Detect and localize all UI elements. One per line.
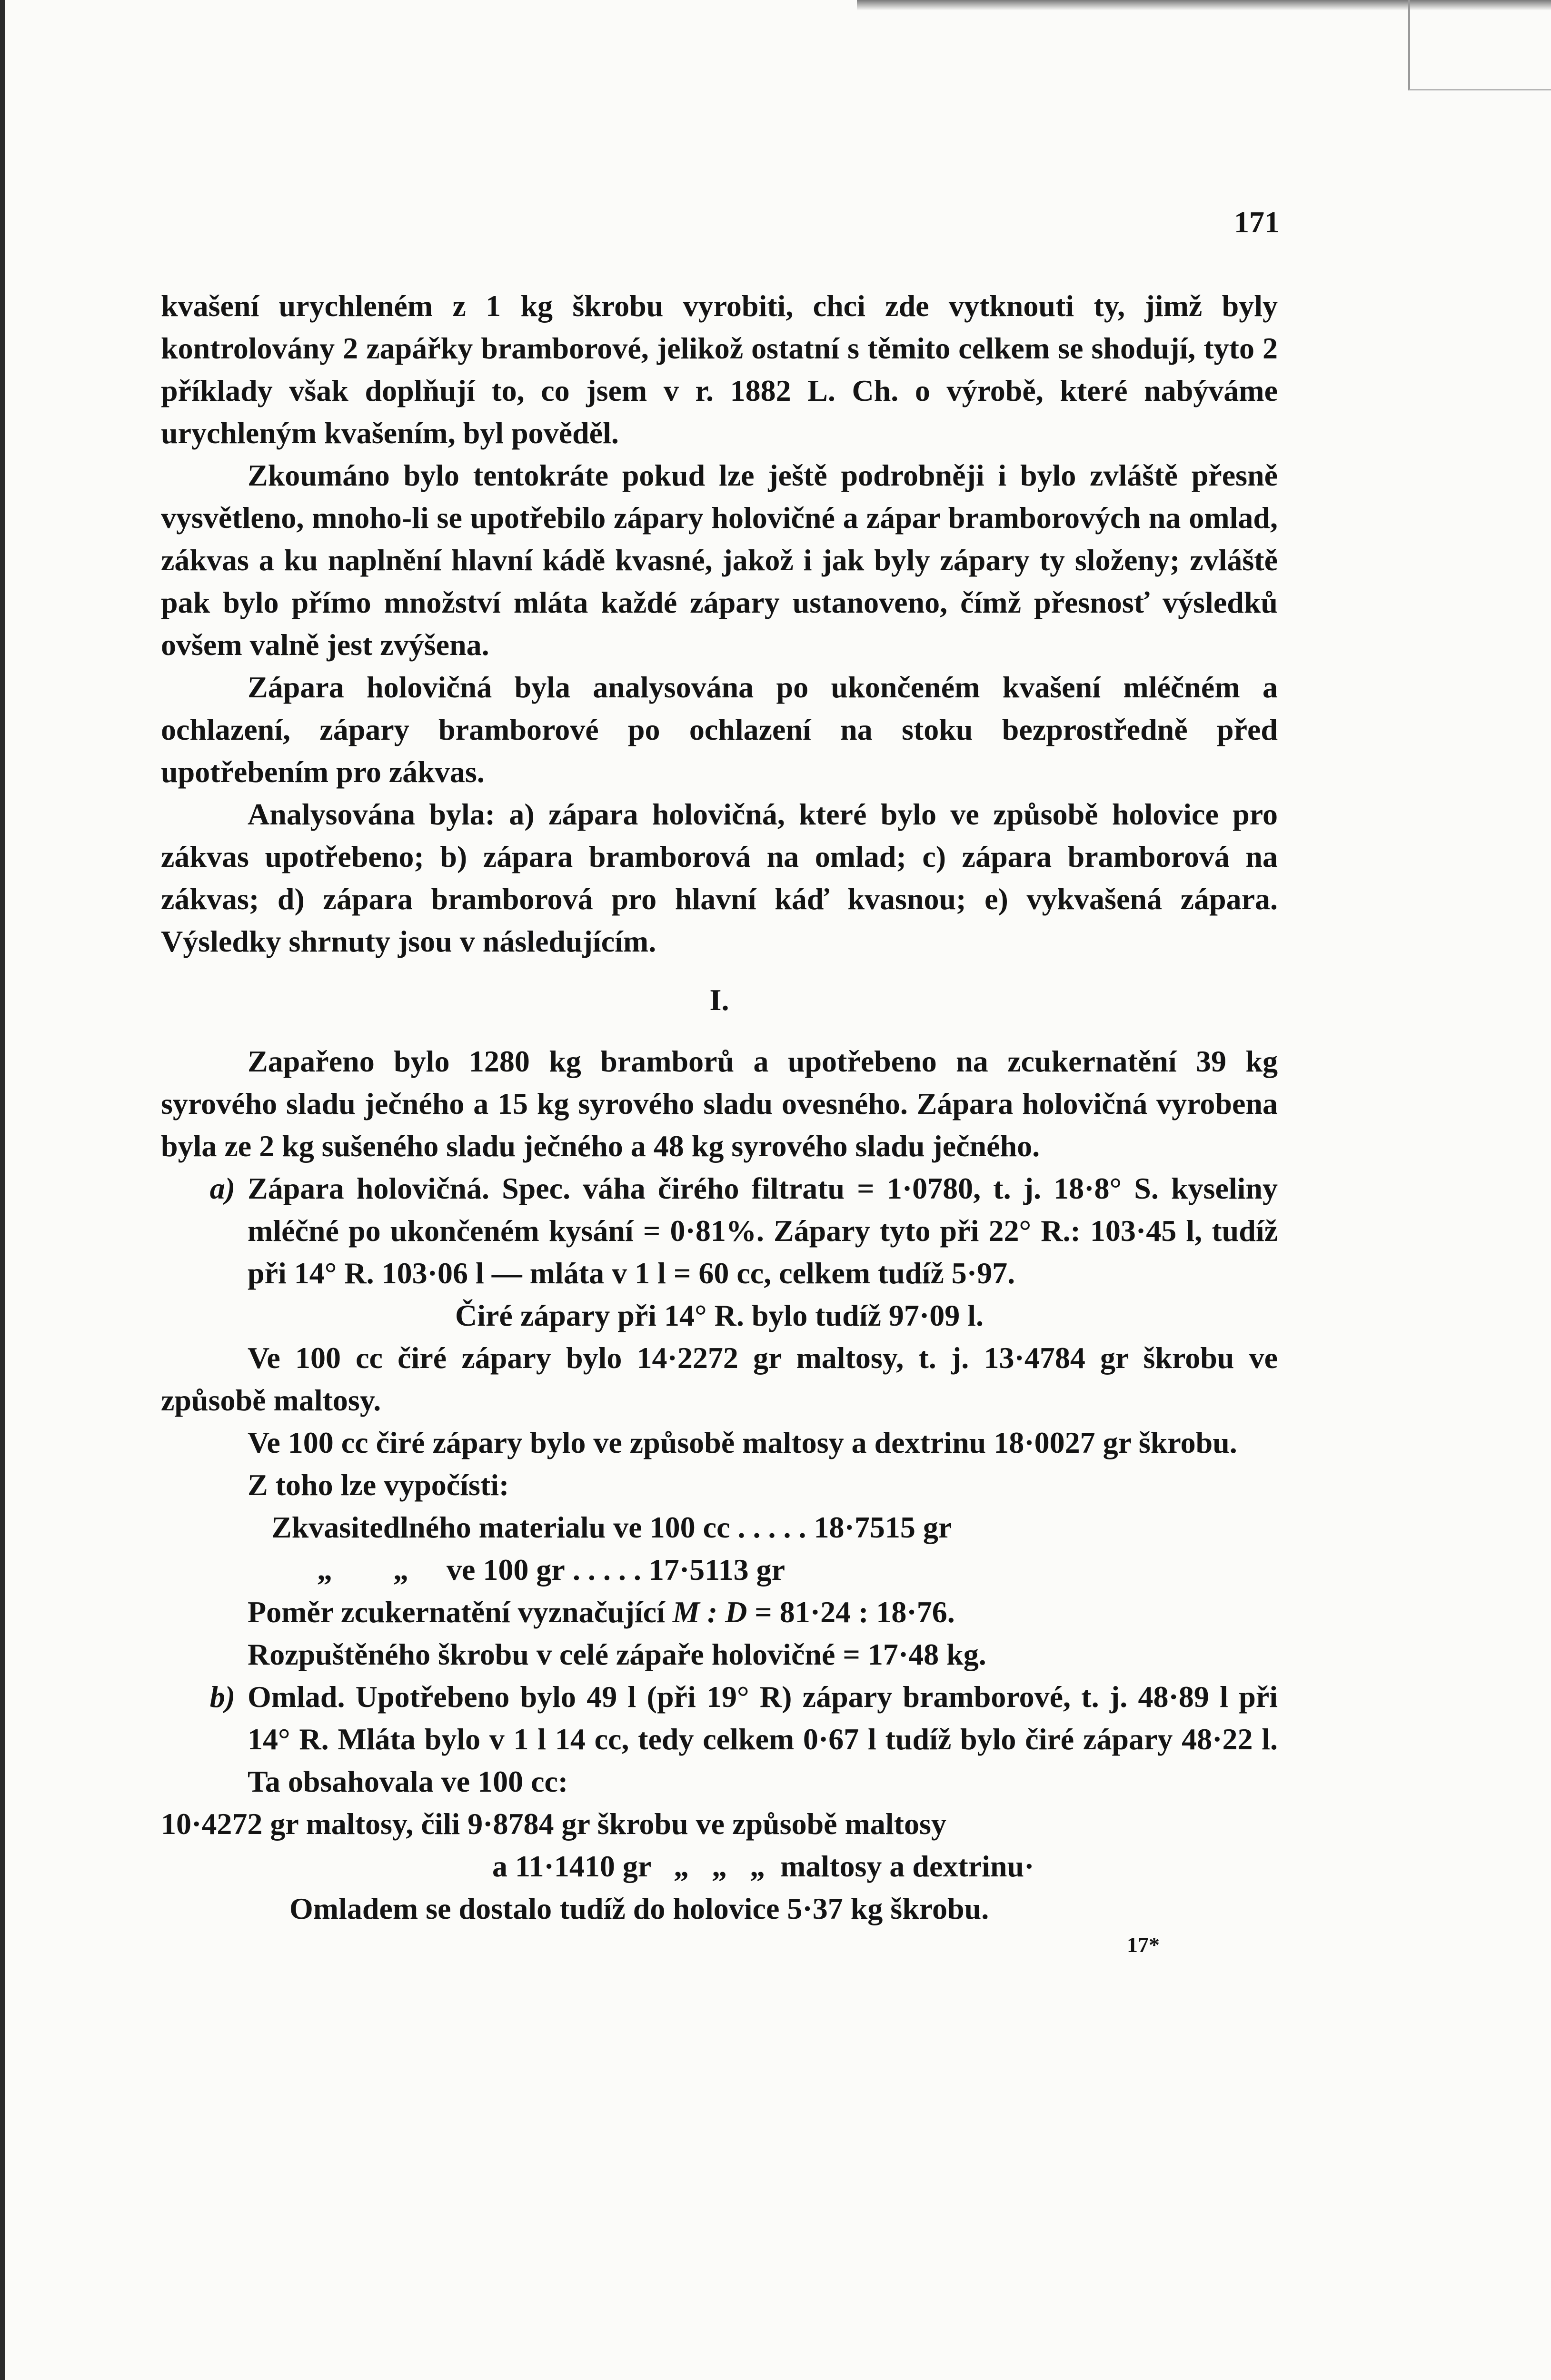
dextrin-line: a 11·1410 gr „ „ „ maltosy a dextrinu·	[492, 1849, 1034, 1883]
section-heading: I.	[709, 983, 729, 1017]
omlad-summary: Omladem se dostalo tudíž do holovice 5·37 kg škrobu.	[289, 1892, 989, 1925]
item-b-text: Omlad. Upotřebeno bylo 49 l (při 19° R) zápary bramborové, t. j. 48·89 l při 14° R. Mláta bylo v 1 l 14 cc, tedy celkem 0·67 l tudíž bylo čiré zápary 48·22 l. Ta obsahovala ve 100 cc:	[248, 1680, 1278, 1798]
item-a	[161, 1167, 1278, 1294]
calc-row-1-label: Zkvasitedlného materialu ve 100 cc	[271, 1510, 730, 1544]
item-b-marker: b)	[209, 1680, 235, 1714]
clear-mash-line: Čiré zápary při 14° R. bylo tudíž 97·09 l.	[455, 1299, 984, 1332]
maltose-dextrin-100cc: Ve 100 cc čiré zápary bylo ve způsobě maltosy a dextrinu 18·0027 gr škrobu.	[248, 1426, 1237, 1459]
calc-row-1-dots: . . . . .	[730, 1510, 814, 1544]
dissolved-starch-line: Rozpuštěného škrobu v celé zápaře holovičné = 17·48 kg.	[248, 1637, 986, 1671]
paragraph-4: Analysována byla: a) zápara holovičná, které bylo ve způsobě holovice pro zákvas upotřebeno; b) zápara bramborová na omlad; c) zápara bramborová na zákvas; d) zápara bramborová pro hlavní káď kvasnou; e) vykvašená zápara. Výsledky shrnuty jsou v následujícím.	[161, 797, 1278, 958]
ratio-formula: M : D	[672, 1595, 747, 1629]
item-a-text: Zápara holovičná. Spec. váha čirého filtratu = 1·0780, t. j. 18·8° S. kyseliny mléčné po ukončeném kysání = 0·81%. Zápary tyto při 22° R.: 103·45 l, tudíž při 14° R. 103·06 l — mláta v 1 l = 60 cc, celkem tudíž 5·97.	[248, 1171, 1278, 1290]
ratio-value: = 81·24 : 18·76.	[755, 1595, 955, 1629]
paragraph-1: kvašení urychleném z 1 kg škrobu vyrobiti, chci zde vytknouti ty, jimž byly kontrolovány 2 zapářky bramborové, jelikož ostatní s těmito celkem se shodují, tyto 2 příklady však doplňují to, co jsem v r. 1882 L. Ch. o výrobě, které nabýváme urychleným kvašením, byl pověděl.	[161, 289, 1278, 450]
scan-corner-fold	[1408, 0, 1551, 90]
calc-row-1	[161, 1506, 1278, 1548]
calc-row-2-dots: . . . . .	[565, 1553, 649, 1587]
ratio-label: Poměr zcukernatění vyznačující	[248, 1595, 665, 1629]
maltose-100cc: Ve 100 cc čiré zápary bylo 14·2272 gr maltosy, t. j. 13·4784 gr škrobu ve způsobě maltosy.	[161, 1341, 1278, 1417]
calc-row-2-label: „ „ ve 100 gr	[271, 1553, 565, 1587]
calc-row-2	[161, 1548, 1278, 1591]
ratio-line	[161, 1591, 1278, 1633]
paragraph-2: Zkoumáno bylo tentokráte pokud lze ještě podrobněji i bylo zvláště přesně vysvětleno, mnoho-li se upotřebilo zápary holovičné a zápar bramborových na omlad, zákvas a ku naplnění hlavní kádě kvasné, jakož i jak byly zápary ty složeny; zvláště pak bylo přímo množství mláta každé zápary ustanoveno, čímž přesnosť výsledků ovšem valně jest zvýšena.	[161, 458, 1278, 662]
paragraph-3: Zápara holovičná byla analysována po ukončeném kvašení mléčném a ochlazení, zápary bramborové po ochlazení na stoku bezprostředně před upotřebením pro zákvas.	[161, 670, 1278, 789]
calc-row-1-value: 18·7515 gr	[814, 1510, 952, 1544]
page-text	[161, 285, 1278, 1960]
paragraph-5: Zapařeno bylo 1280 kg bramborů a upotřebeno na zcukernatění 39 kg syrového sladu ječného a 15 kg syrového sladu ovesného. Zápara holovičná vyrobena byla ze 2 kg sušeného sladu ječného a 48 kg syrového sladu ječného.	[161, 1044, 1278, 1163]
item-a-marker: a)	[209, 1171, 235, 1205]
signature-mark: 17*	[1127, 1933, 1160, 1957]
page-number: 171	[1234, 205, 1280, 239]
calc-intro: Z toho lze vypočísti:	[248, 1468, 509, 1502]
item-b	[161, 1676, 1278, 1803]
calc-row-2-value: 17·5113 gr	[648, 1553, 785, 1587]
signature-mark-row	[161, 1930, 1278, 1960]
maltose-line: 10·4272 gr maltosy, čili 9·8784 gr škrobu ve způsobě maltosy	[161, 1807, 946, 1841]
